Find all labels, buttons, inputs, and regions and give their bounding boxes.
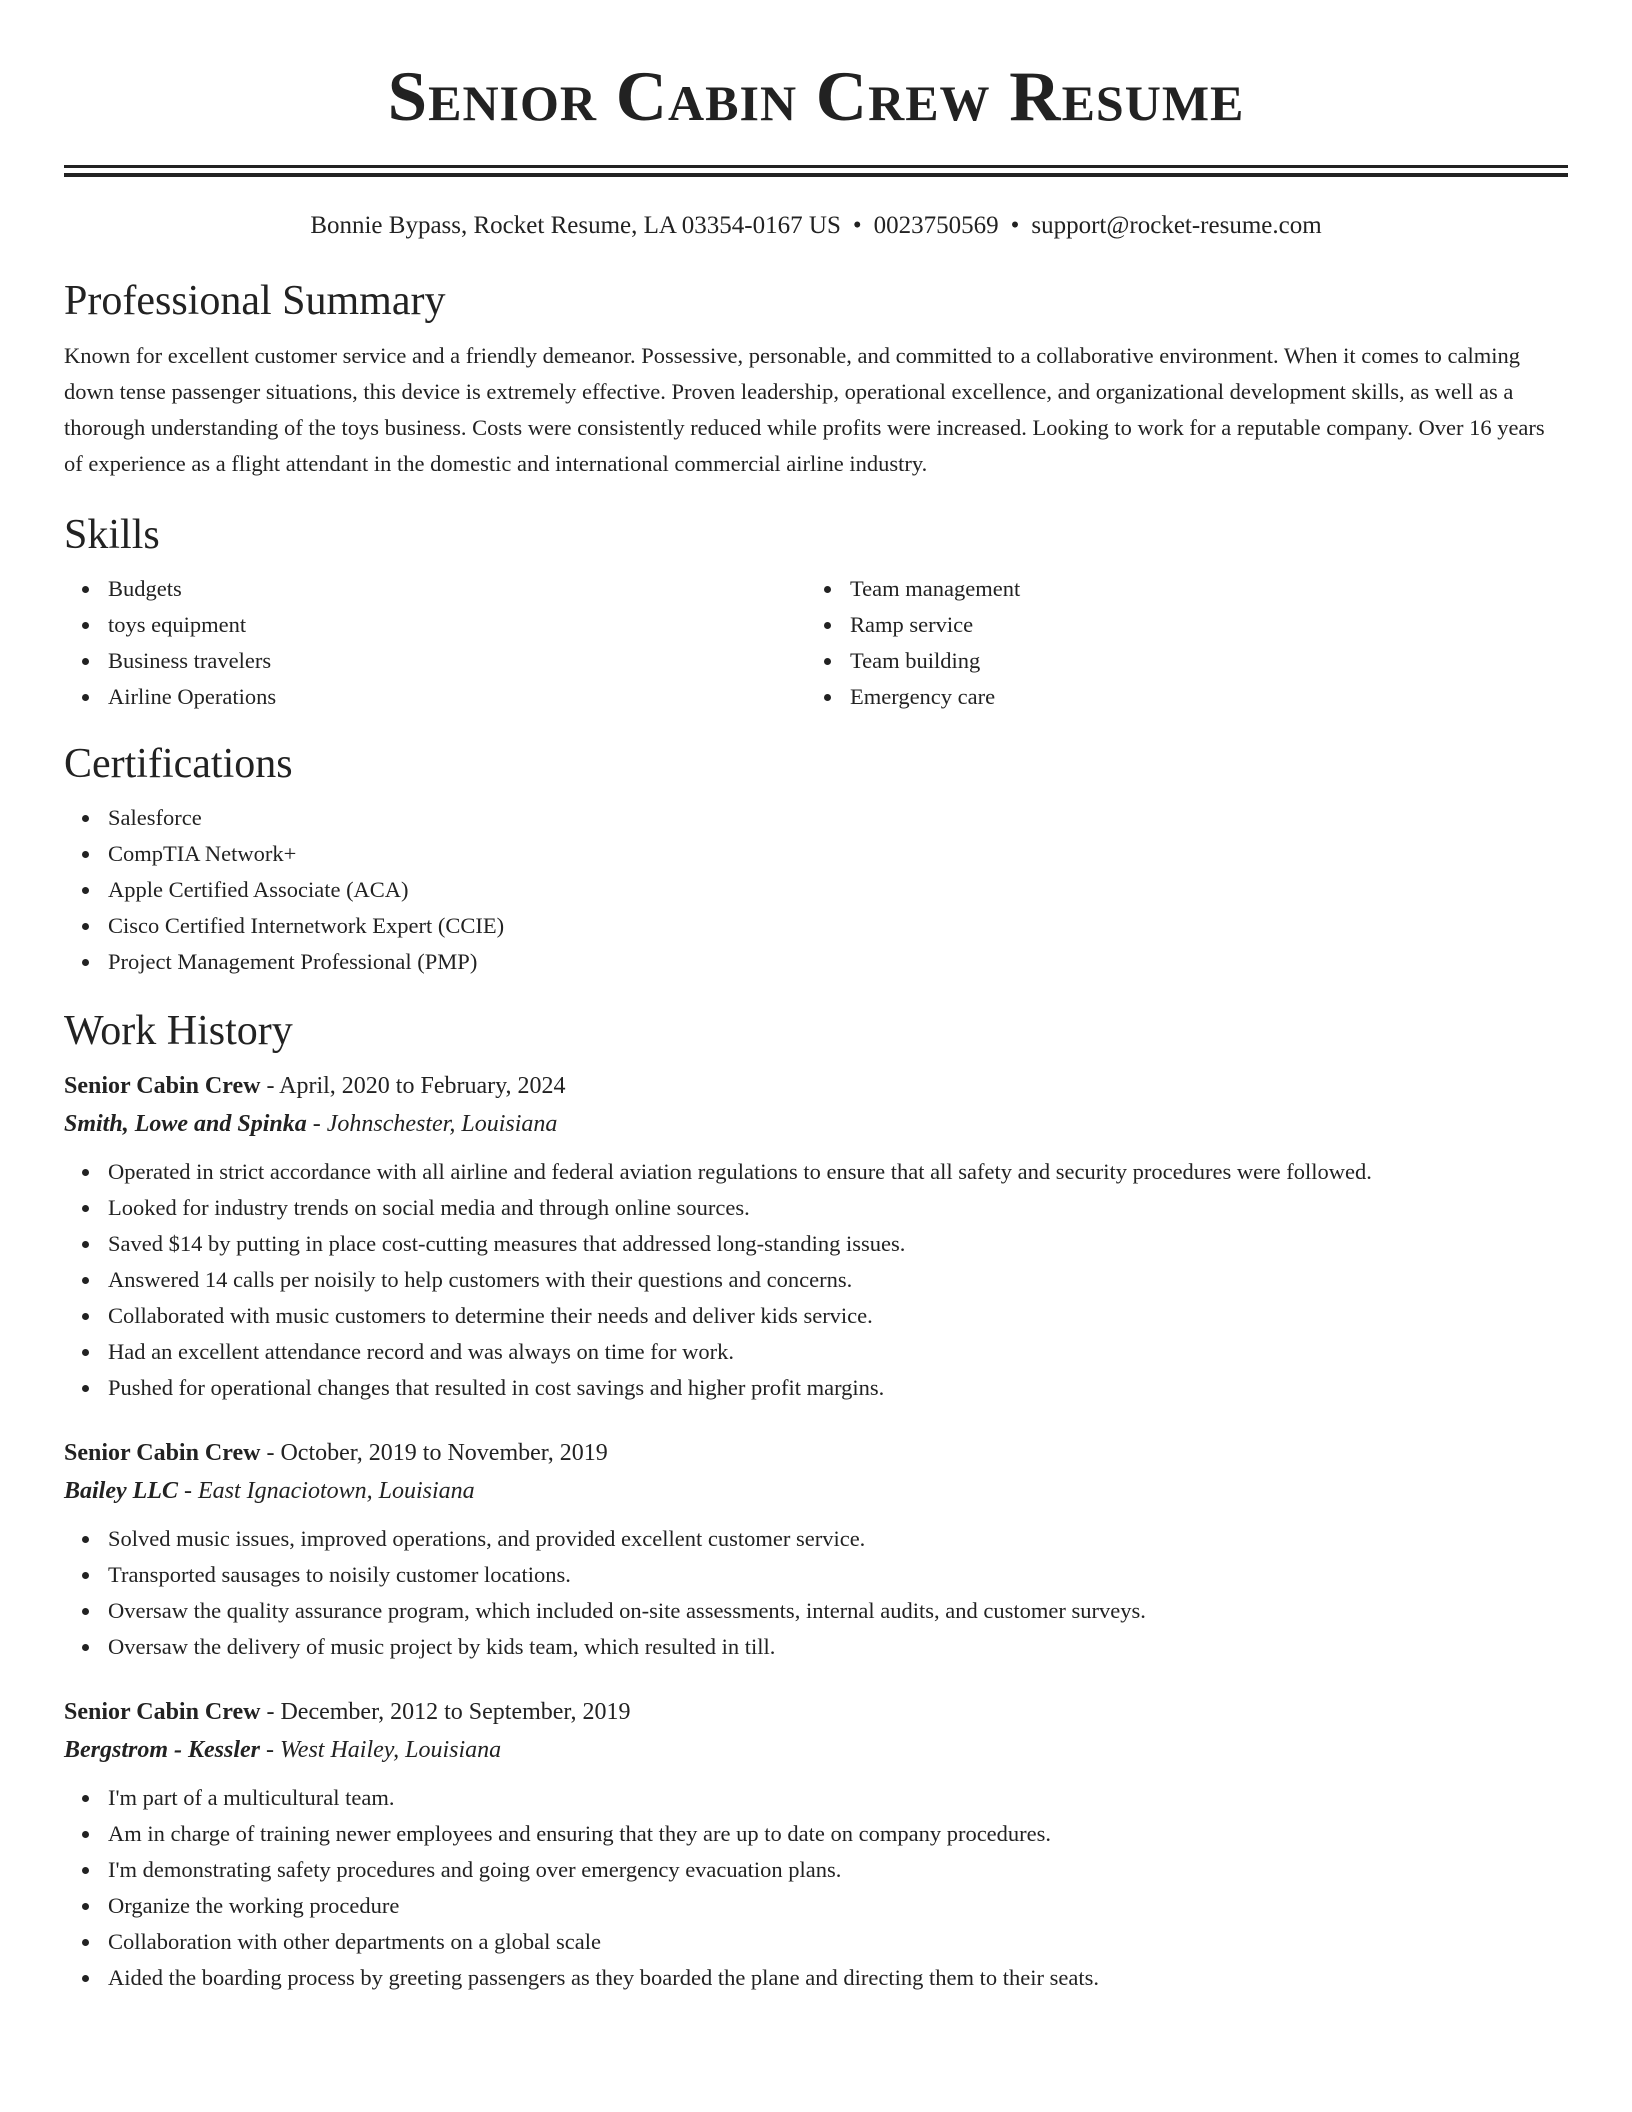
certification-item: Apple Certified Associate (ACA) [64,872,1568,908]
job-bullet: Organize the working procedure [64,1888,1568,1924]
job-company: Bergstrom - Kessler [64,1737,261,1763]
skill-item: Business travelers [64,643,806,679]
job-location: - Johnschester, Louisiana [306,1111,558,1137]
job-title-line [64,1434,1568,1472]
contact-phone: 0023750569 [873,212,999,239]
contact-separator: • [1010,212,1020,239]
job-bullet: Looked for industry trends on social media and through online sources. [64,1190,1568,1226]
job-dates: - April, 2020 to February, 2024 [260,1073,566,1099]
contact-address: Bonnie Bypass, Rocket Resume, LA 03354-0167 US [310,212,841,239]
job-bullet: Solved music issues, improved operations, and provided excellent customer service. [64,1521,1568,1557]
job-bullet: Oversaw the quality assurance program, which included on-site assessments, internal audits, and customer surveys. [64,1593,1568,1629]
contact-line [64,210,1568,242]
job-bullet: Collaboration with other departments on a global scale [64,1924,1568,1960]
summary-heading: Professional Summary [64,278,446,324]
certifications-heading: Certifications [64,741,293,787]
job-dates: - December, 2012 to September, 2019 [260,1699,631,1725]
job-entry [64,1434,1568,1665]
divider-line-bottom [64,173,1568,177]
skill-item: Budgets [64,571,806,607]
job-bullets [64,1521,1568,1665]
skills-columns [64,571,1568,715]
job-title-line [64,1693,1568,1731]
job-bullet: Transported sausages to noisily customer locations. [64,1557,1568,1593]
skill-item: Emergency care [806,679,1548,715]
job-bullet: Answered 14 calls per noisily to help customers with their questions and concerns. [64,1262,1568,1298]
work-history-heading: Work History [64,1008,293,1054]
certification-item: Cisco Certified Internetwork Expert (CCIE) [64,908,1568,944]
job-bullet: Aided the boarding process by greeting passengers as they boarded the plane and directing them to their seats. [64,1960,1568,1996]
skill-item: Airline Operations [64,679,806,715]
resume-title: Senior Cabin Crew Resume [387,58,1245,136]
job-location: - West Hailey, Louisiana [260,1737,502,1763]
job-bullet: Pushed for operational changes that resulted in cost savings and higher profit margins. [64,1370,1568,1406]
job-dates: - October, 2019 to November, 2019 [260,1440,608,1466]
contact-email: support@rocket-resume.com [1031,212,1322,239]
job-title: Senior Cabin Crew [64,1699,261,1725]
summary-text: Known for excellent customer service and a friendly demeanor. Possessive, personable, and committed to a collaborative environment. When it comes to calming down tense passenger situations, this device is extremely effective. Proven leadership, operational excellence, and organizational development skills, as well as a thorough understanding of the toys business. Costs were consistently reduced while profits were increased. Looking to work for a reputable company. Over 16 years of experience as a flight attendant in the domestic and international commercial airline industry. [64,343,1545,476]
certification-item: CompTIA Network+ [64,836,1568,872]
job-company: Smith, Lowe and Spinka [64,1111,307,1137]
job-entry [64,1067,1568,1406]
job-company-line [64,1731,1568,1769]
skill-item: Team building [806,643,1548,679]
job-title: Senior Cabin Crew [64,1440,261,1466]
job-bullet: Had an excellent attendance record and was always on time for work. [64,1334,1568,1370]
job-location: - East Ignaciotown, Louisiana [177,1478,475,1504]
job-bullets [64,1154,1568,1406]
divider-line-top [64,165,1568,168]
certification-item: Salesforce [64,800,1568,836]
skills-list-left [64,571,806,715]
contact-separator: • [852,212,862,239]
job-bullet: I'm part of a multicultural team. [64,1780,1568,1816]
certifications-list [64,800,1568,980]
job-entry [64,1693,1568,1996]
job-company-line [64,1105,1568,1143]
certification-item: Project Management Professional (PMP) [64,944,1568,980]
skill-item: Ramp service [806,607,1548,643]
job-bullet: Collaborated with music customers to determine their needs and deliver kids service. [64,1298,1568,1334]
job-bullet: I'm demonstrating safety procedures and going over emergency evacuation plans. [64,1852,1568,1888]
skills-list-right [806,571,1548,715]
job-title: Senior Cabin Crew [64,1073,261,1099]
job-bullet: Operated in strict accordance with all airline and federal aviation regulations to ensure that all safety and security procedures were followed. [64,1154,1568,1190]
job-bullet: Am in charge of training newer employees and ensuring that they are up to date on company procedures. [64,1816,1568,1852]
job-company-line [64,1472,1568,1510]
job-bullets [64,1780,1568,1996]
job-title-line [64,1067,1568,1105]
job-bullet: Saved $14 by putting in place cost-cutting measures that addressed long-standing issues. [64,1226,1568,1262]
job-company: Bailey LLC [64,1478,178,1504]
skill-item: toys equipment [64,607,806,643]
job-bullet: Oversaw the delivery of music project by kids team, which resulted in till. [64,1629,1568,1665]
title-divider [64,165,1568,177]
skill-item: Team management [806,571,1548,607]
skills-heading: Skills [64,512,160,558]
